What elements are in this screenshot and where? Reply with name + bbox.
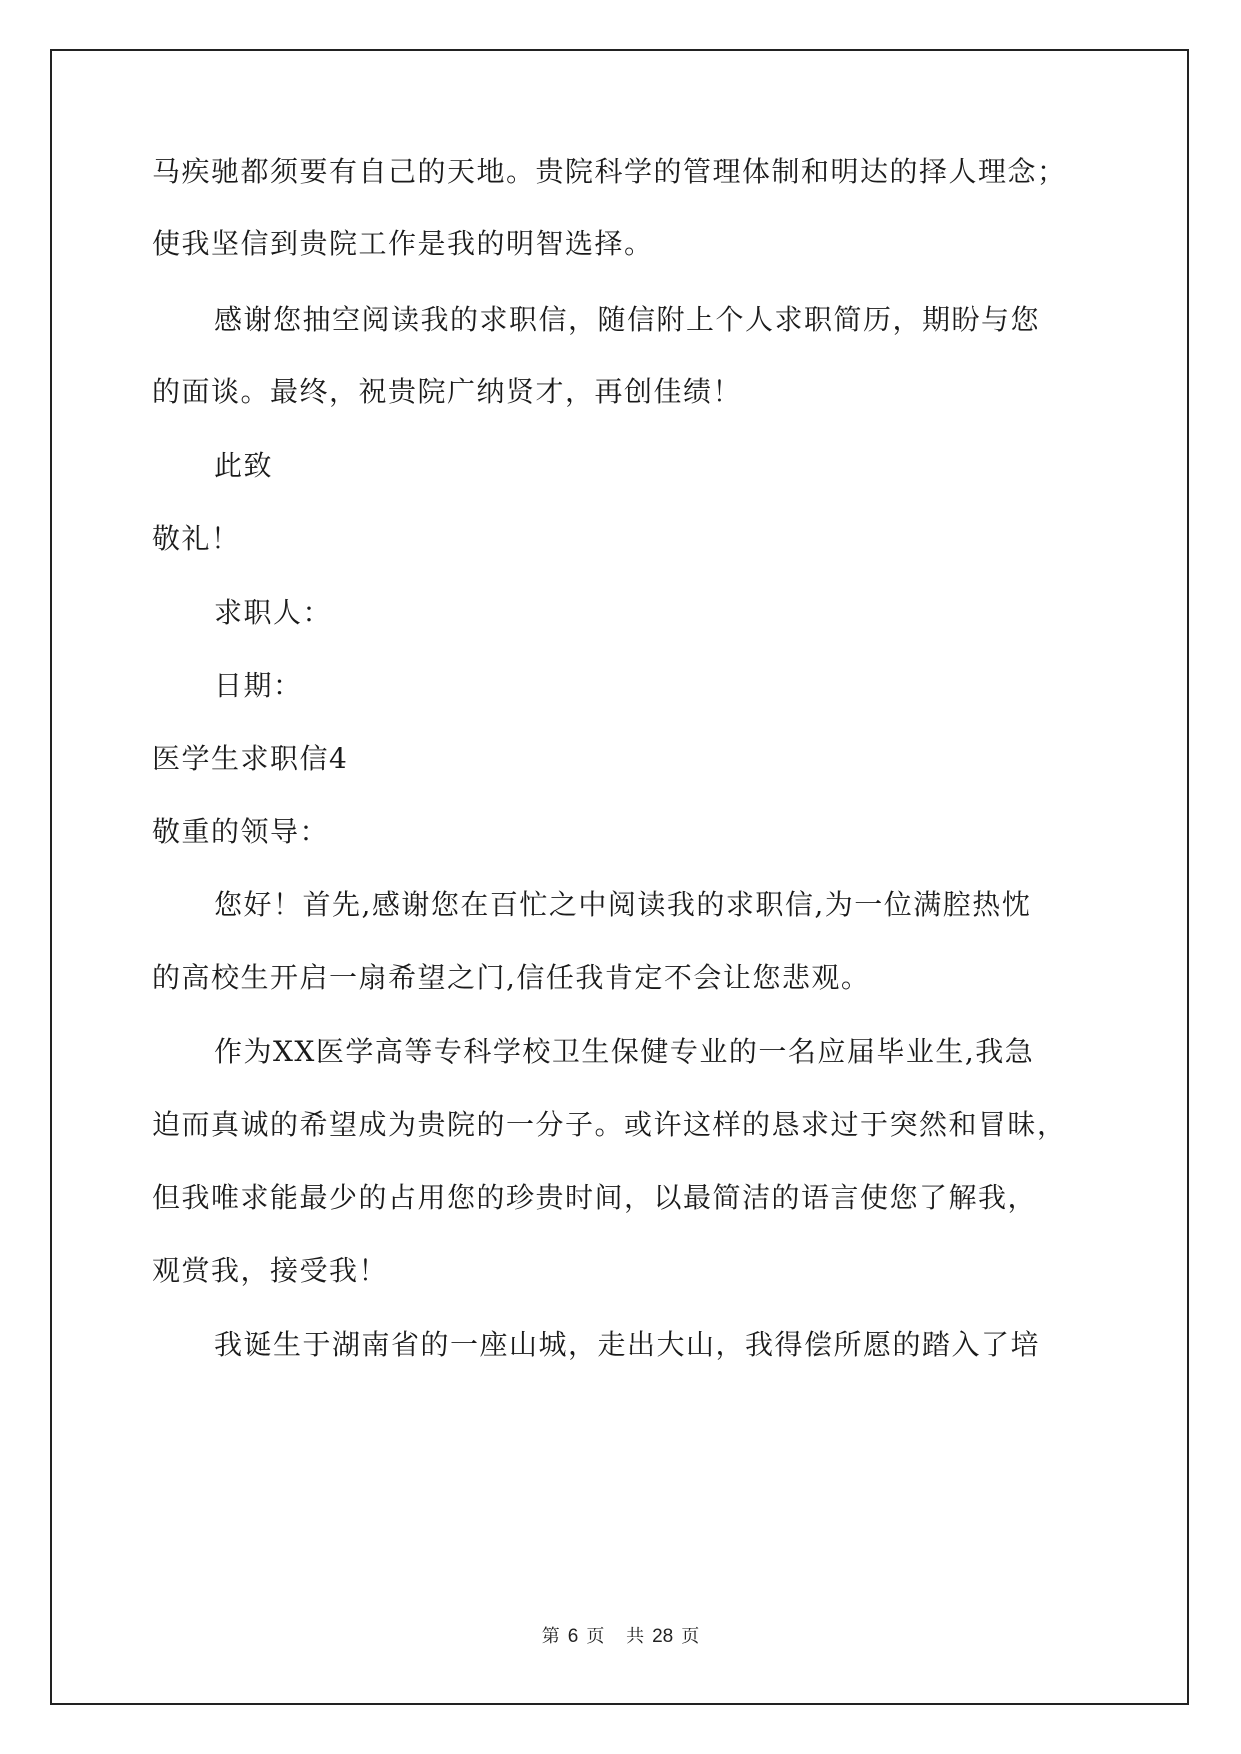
paragraph-line: 作为XX医学高等专科学校卫生保健专业的一名应届毕业生,我急 xyxy=(214,1035,1035,1068)
page-footer xyxy=(0,1626,1241,1648)
text-line: 迫而真诚的希望成为贵院的一分子。或许这样的恳求过于突然和冒昧， xyxy=(152,1108,1067,1141)
text-line: 马疾驰都须要有自己的天地。贵院科学的管理体制和明达的择人理念； xyxy=(152,155,1067,188)
applicant-label: 求职人： xyxy=(214,596,333,629)
total-pages-indicator: 共 28 页 xyxy=(626,1626,700,1647)
page-frame xyxy=(50,49,1189,1705)
paragraph-line: 您好！首先,感谢您在百忙之中阅读我的求职信,为一位满腔热忱 xyxy=(214,888,1032,921)
section-title: 医学生求职信4 xyxy=(152,742,349,775)
text-line: 使我坚信到贵院工作是我的明智选择。 xyxy=(152,227,654,260)
closing-line: 此致 xyxy=(214,449,274,482)
text-line: 但我唯求能最少的占用您的珍贵时间，以最简洁的语言使您了解我， xyxy=(152,1181,1038,1214)
text-line: 的面谈。最终，祝贵院广纳贤才，再创佳绩！ xyxy=(152,375,743,408)
text-line: 观赏我，接受我！ xyxy=(152,1254,389,1287)
date-label: 日期： xyxy=(214,669,303,702)
page-number: 6 xyxy=(567,1626,579,1647)
salutation-line: 敬礼！ xyxy=(152,522,241,555)
total-pages: 28 xyxy=(652,1626,674,1647)
greeting-line: 敬重的领导： xyxy=(152,815,330,848)
text-line: 的高校生开启一扇希望之门,信任我肯定不会让您悲观。 xyxy=(152,961,871,994)
paragraph-line: 我诞生于湖南省的一座山城，走出大山，我得偿所愿的踏入了培 xyxy=(214,1328,1041,1361)
paragraph-line: 感谢您抽空阅读我的求职信，随信附上个人求职简历，期盼与您 xyxy=(214,303,1041,336)
page-indicator: 第 6 页 xyxy=(541,1626,605,1647)
